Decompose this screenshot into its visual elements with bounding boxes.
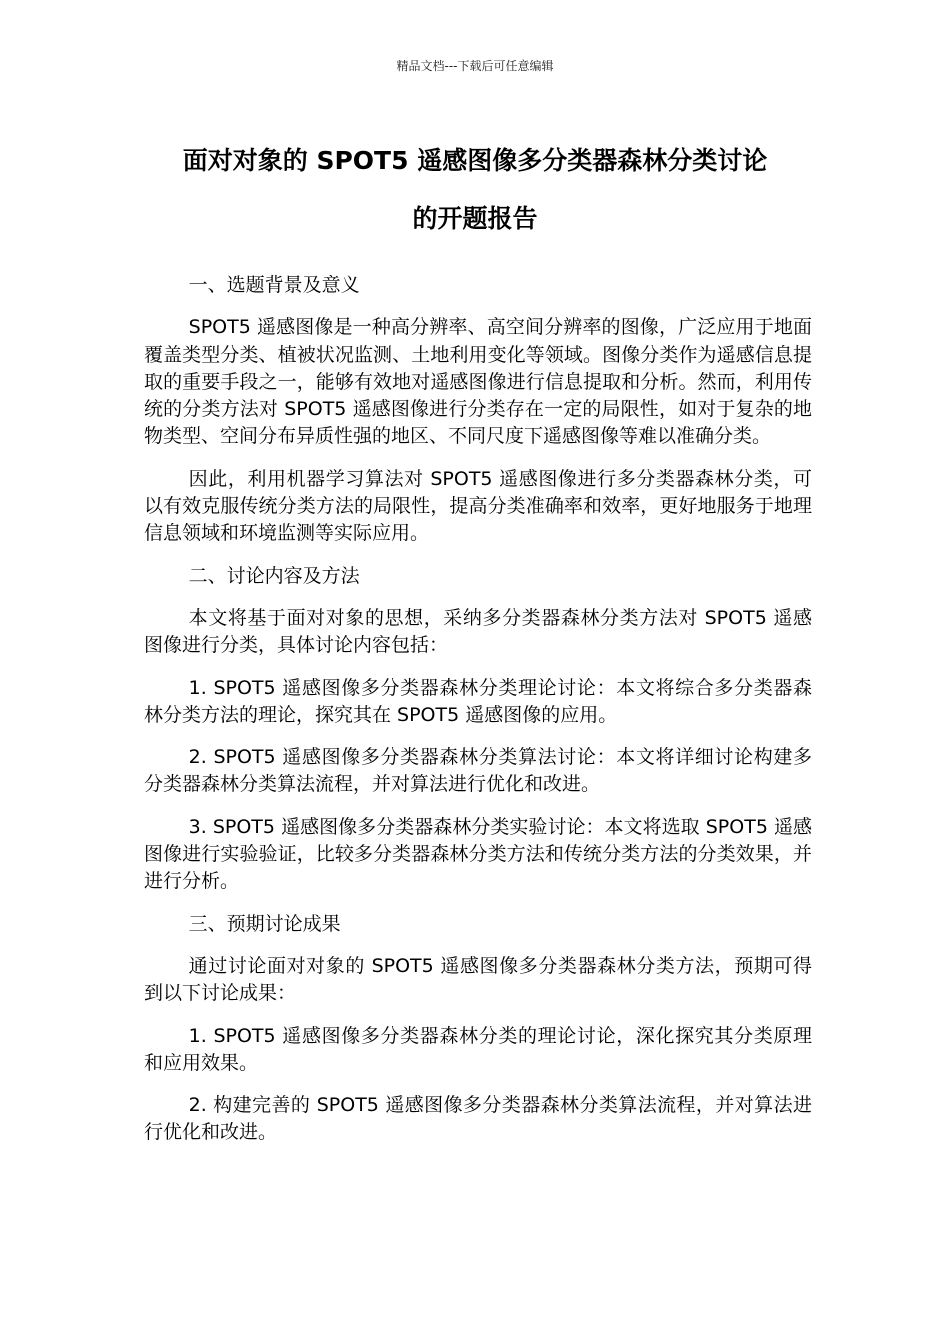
section-2-heading: 二、讨论内容及方法 — [188, 564, 360, 587]
title-line-1: 面对对象的 SPOT5 遥感图像多分类器森林分类讨论 — [182, 146, 768, 175]
section-1-paragraph-2: 因此，利用机器学习算法对 SPOT5 遥感图像进行多分类器森林分类，可以有效克服传统分类方法的局限性，提高分类准确率和效率，更好地服务于地理信息领域和环境监测等实际应用。 — [144, 467, 812, 545]
section-3-item-2: 2. 构建完善的 SPOT5 遥感图像多分类器森林分类算法流程，并对算法进行优化和改进。 — [144, 1094, 812, 1144]
section-1-heading: 一、选题背景及意义 — [188, 274, 360, 296]
section-2-paragraph-1: 本文将基于面对对象的思想，采纳多分类器森林分类方法对 SPOT5 遥感图像进行分类，具体讨论内容包括： — [144, 606, 812, 657]
document-body — [144, 272, 812, 1162]
section-2-item-2: 2. SPOT5 遥感图像多分类器森林分类算法讨论：本文将详细讨论构建多分类器森林分类算法流程，并对算法进行优化和改进。 — [144, 746, 812, 796]
header-note: 精品文档---下载后可任意编辑 — [396, 59, 554, 73]
section-2-item-3: 3. SPOT5 遥感图像多分类器森林分类实验讨论：本文将选取 SPOT5 遥感图像进行实验验证，比较多分类器森林分类方法和传统分类方法的分类效果，并进行分析。 — [144, 815, 812, 893]
document-title — [120, 132, 830, 248]
section-3-heading: 三、预期讨论成果 — [188, 912, 341, 935]
section-2-item-1: 1. SPOT5 遥感图像多分类器森林分类理论讨论：本文将综合多分类器森林分类方法的理论，探究其在 SPOT5 遥感图像的应用。 — [144, 676, 812, 726]
section-3-paragraph-1: 通过讨论面对对象的 SPOT5 遥感图像多分类器森林分类方法，预期可得到以下讨论成果： — [144, 954, 812, 1005]
section-3-item-1: 1. SPOT5 遥感图像多分类器森林分类的理论讨论，深化探究其分类原理和应用效果。 — [144, 1024, 812, 1074]
title-line-2: 的开题报告 — [412, 204, 538, 233]
section-1-paragraph-1: SPOT5 遥感图像是一种高分辨率、高空间分辨率的图像，广泛应用于地面覆盖类型分类、植被状况监测、土地利用变化等领域。图像分类作为遥感信息提取的重要手段之一，能够有效地对遥感图像进行信息提取和分析。然而，利用传统的分类方法对 SPOT5 遥感图像进行分类存在一定的局限性，如对于复杂的地物类型、空间分布异质性强的地区、不同尺度下遥感图像等难以准确分类。 — [144, 316, 812, 448]
